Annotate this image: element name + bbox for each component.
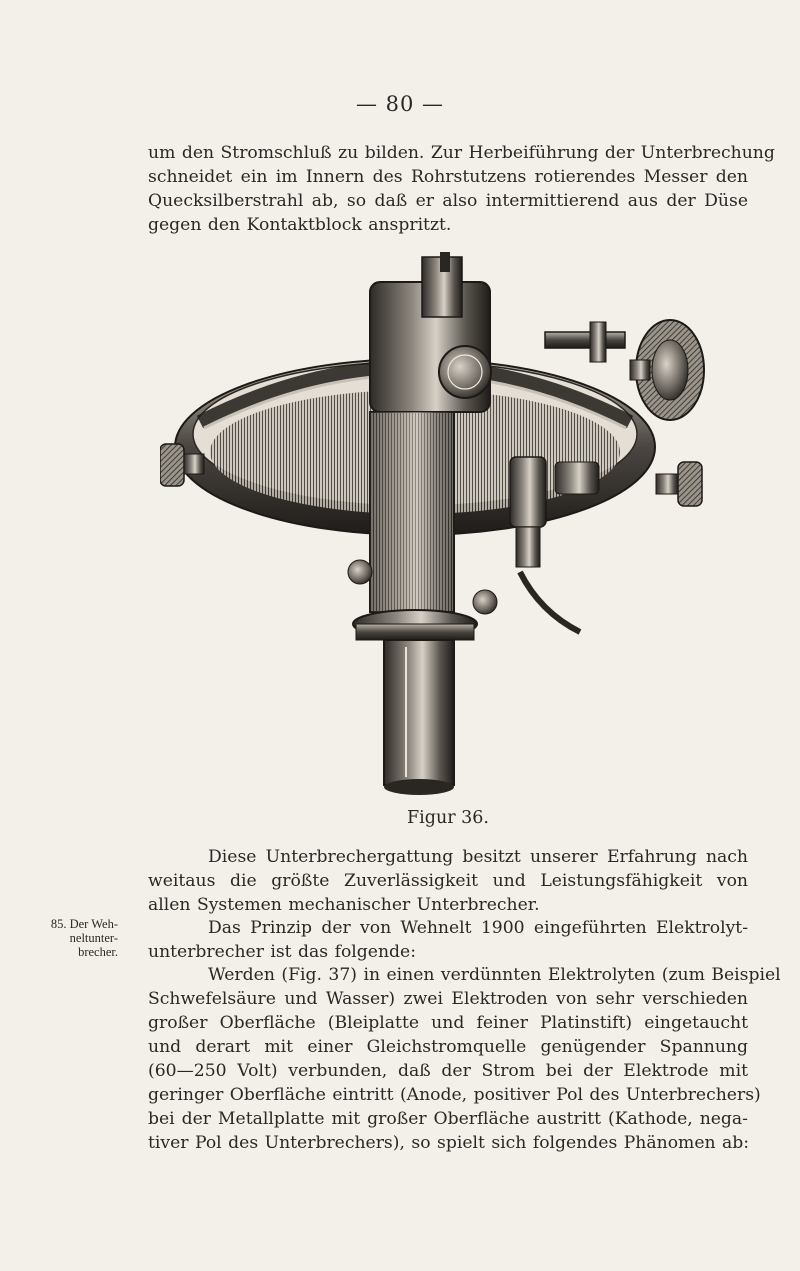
text-line: allen Systemen mechanischer Unterbrecher. bbox=[148, 895, 540, 915]
text-line: geringer Oberfläche eintritt (Anode, positiver Pol des Unterbrechers) bbox=[148, 1085, 761, 1105]
margin-note bbox=[38, 917, 118, 959]
text-line: Diese Unterbrechergattung besitzt unserer Erfahrung nach bbox=[208, 847, 748, 867]
text-line: großer Oberfläche (Bleiplatte und feiner Platinstift) eingetaucht bbox=[148, 1013, 748, 1033]
text-line: tiver Pol des Unterbrechers), so spielt sich folgendes Phänomen ab: bbox=[148, 1133, 750, 1153]
text-line: gegen den Kontaktblock anspritzt. bbox=[148, 215, 452, 235]
page-number: — 80 — bbox=[355, 92, 445, 116]
main-paragraph bbox=[148, 963, 781, 1155]
intro-paragraph bbox=[148, 845, 748, 917]
figure-caption: Figur 36. bbox=[407, 808, 489, 828]
text-line: Quecksilberstrahl ab, so daß er also intermittierend aus der Düse bbox=[148, 191, 748, 211]
text-line: bei der Metallplatte mit großer Oberfläche austritt (Kathode, nega- bbox=[148, 1109, 748, 1129]
text-line: Schwefelsäure und Wasser) zwei Elektroden von sehr verschieden bbox=[148, 989, 748, 1009]
text-line: weitaus die größte Zuverlässigkeit und Leistungsfähigkeit von bbox=[148, 871, 748, 891]
text-line: Werden (Fig. 37) in einen verdünnten Elektrolyten (zum Beispiel bbox=[208, 965, 781, 985]
text-line: Das Prinzip der von Wehnelt 1900 eingeführten Elektrolyt- bbox=[208, 918, 748, 938]
text-line: und derart mit einer Gleichstromquelle genügender Spannung bbox=[148, 1037, 748, 1057]
text-line: (60—250 Volt) verbunden, daß der Strom bei der Elektrode mit bbox=[148, 1061, 748, 1081]
principle-paragraph bbox=[148, 916, 748, 964]
text-line: schneidet ein im Innern des Rohrstutzens rotierendes Messer den bbox=[148, 167, 748, 187]
text-line: um den Stromschluß zu bilden. Zur Herbeiführung der Unterbrechung bbox=[148, 143, 775, 163]
interrupter-engraving bbox=[160, 252, 705, 800]
margin-note-line: brecher. bbox=[78, 945, 118, 959]
top-paragraph bbox=[148, 141, 775, 237]
margin-note-line: 85. Der Weh- bbox=[50, 917, 118, 931]
text-line: unterbrecher ist das folgende: bbox=[148, 942, 417, 962]
margin-note-line: neltunter- bbox=[69, 931, 118, 945]
